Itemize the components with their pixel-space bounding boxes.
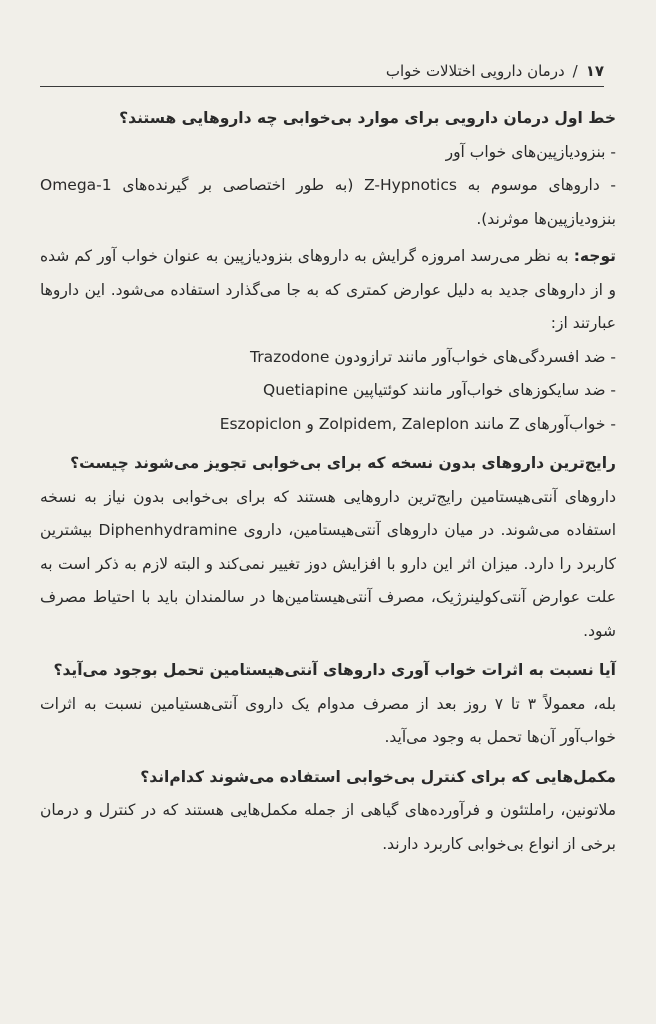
question-4: مکمل‌هایی که برای کنترل بی‌خوابی استفاده می‌شوند کدام‌اند؟ bbox=[140, 767, 616, 786]
header-separator: / bbox=[572, 62, 578, 80]
list-item: - بنزودیازپین‌های خواب آور bbox=[445, 142, 616, 161]
page-number: ۱۷ bbox=[585, 62, 604, 80]
chapter-title: درمان دارویی اختلالات خواب bbox=[385, 62, 565, 80]
page-body bbox=[40, 92, 616, 861]
answer-paragraph: ملاتونین، راملتئون و فرآورده‌های گیاهی از جمله مکمل‌هایی هستند که در کنترل و درمان برخی از انواع بی‌خوابی کاربرد دارند. bbox=[40, 801, 616, 853]
note-paragraph: توجه: به نظر می‌رسد امروزه گرایش به داروهای بنزودیازپین به عنوان خواب آور کم شده و از داروهای جدید به دلیل عوارض کمتری که به جا می‌گذارد استفاده می‌شود. این داروها عبارتند از: bbox=[40, 247, 616, 332]
question-2: رایج‌ترین داروهای بدون نسخه که برای بی‌خوابی تجویز می‌شوند چیست؟ bbox=[70, 454, 616, 472]
list-item: - ضد افسردگی‌های خواب‌آور مانند ترازودون Trazodone bbox=[250, 347, 616, 366]
running-header bbox=[40, 56, 604, 87]
note-label: توجه: bbox=[573, 247, 616, 265]
question-3: آیا نسبت به اثرات خواب آوری داروهای آنتی‌هیستامین تحمل بوجود می‌آید؟ bbox=[53, 661, 616, 679]
answer-paragraph: بله، معمولاً ۳ تا ۷ روز بعد از مصرف مدوام یک داروی آنتی‌هستیامین نسبت به اثرات خواب‌آور آن‌ها تحمل به وجود می‌آید. bbox=[40, 694, 617, 746]
list-item: - خواب‌آورهای Z مانند Zolpidem, Zaleplon و Eszopiclon bbox=[219, 414, 616, 433]
list-item: - داروهای موسوم به Z-Hypnotics (به طور اختصاصی بر گیرنده‌های Omega-1 بنزودیازپین‌ها موثرند). bbox=[40, 176, 616, 228]
question-1: خط اول درمان دارویی برای موارد بی‌خوابی چه داروهایی هستند؟ bbox=[119, 109, 616, 127]
answer-paragraph: داروهای آنتی‌هیستامین رایج‌ترین داروهایی هستند که برای بی‌خوابی بدون نیاز به نسخه استفاده می‌شوند. در میان داروهای آنتی‌هیستامین، داروی Diphenhydramine بیشترین کاربرد را دارد. میزان اثر این دارو با افزایش دوز تغییر نمی‌کند و البته لازم به ذکر است به علت عوارض آنتی‌کولینرژیک، مصرف آنتی‌هیستامین‌ها در سالمندان باید با احتیاط مصرف شود. bbox=[40, 487, 616, 640]
list-item: - ضد سایکوزهای خواب‌آور مانند کوئتیاپین Quetiapine bbox=[263, 381, 616, 399]
